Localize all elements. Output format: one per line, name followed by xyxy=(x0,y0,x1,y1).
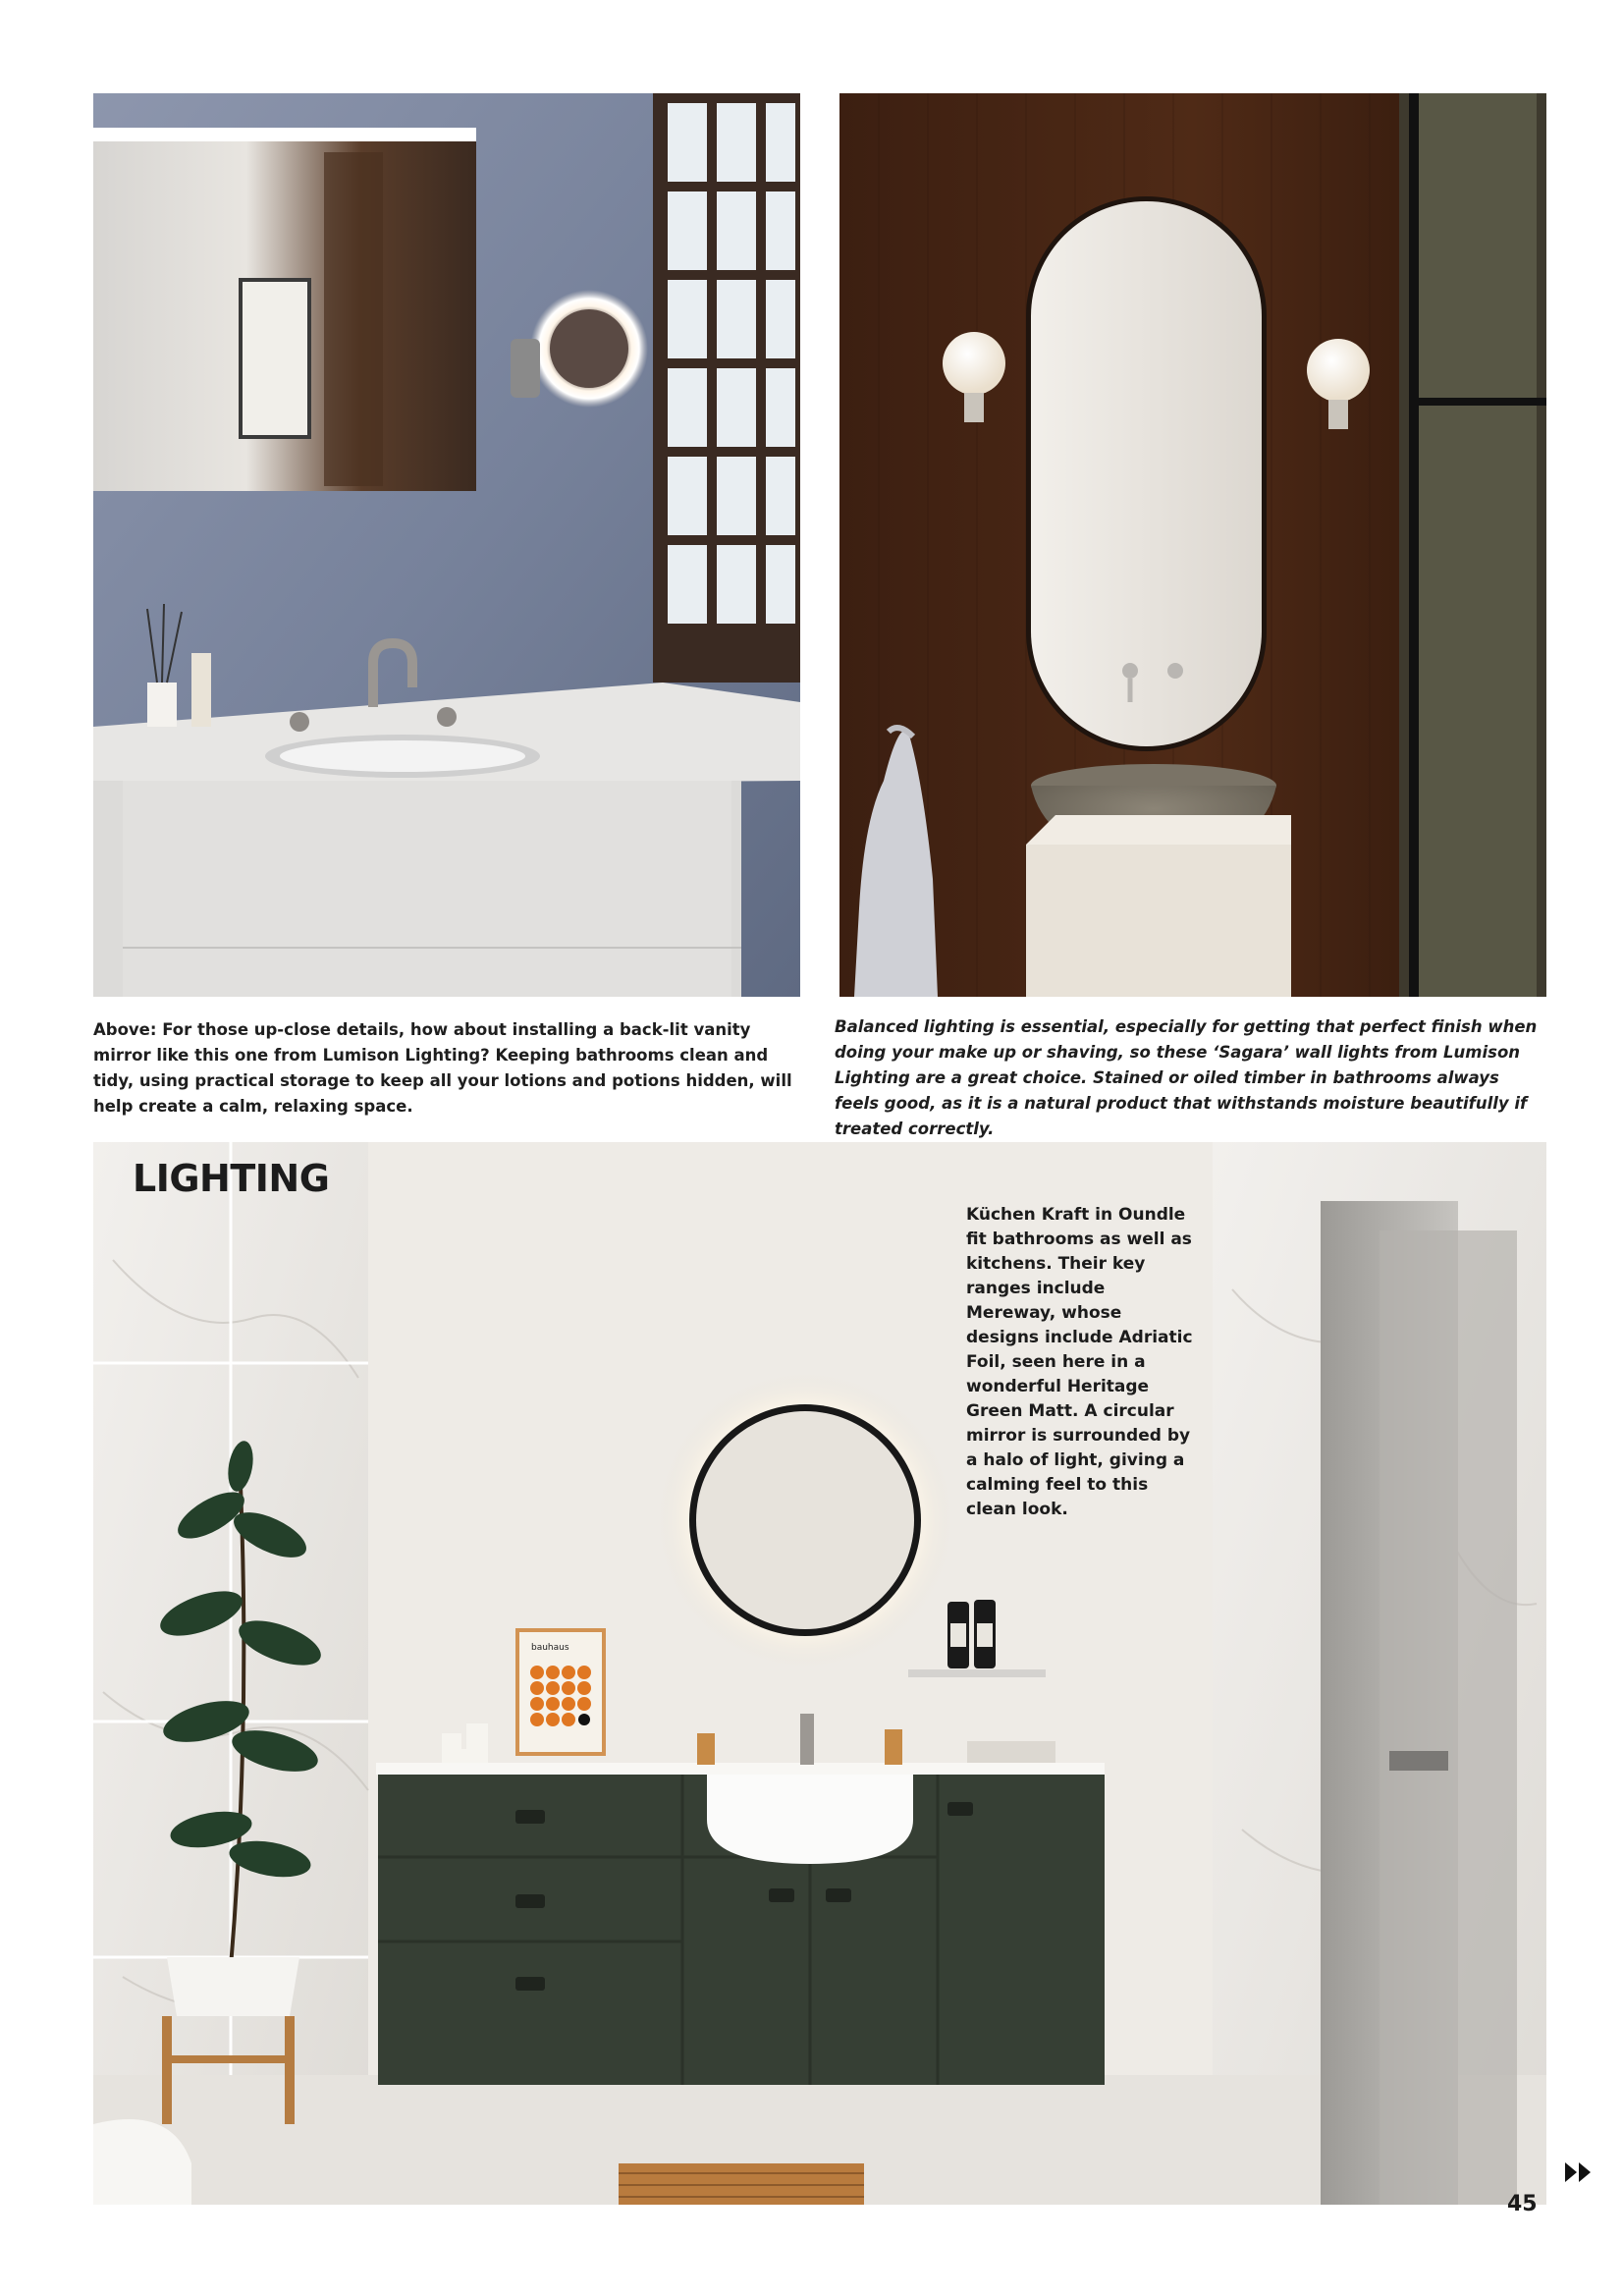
photo-sagara-wall-lights xyxy=(839,93,1546,997)
poster-label: bauhaus xyxy=(531,1643,569,1653)
caption-vanity-mirror xyxy=(93,1017,795,1120)
caption-left-text-2: ? Keeping bathrooms clean and tidy, using practical storage to keep all your lotions and potions hidden, will help create a calm, relaxing space. xyxy=(93,1046,792,1116)
caption-right-brand: Lumison Lighting xyxy=(835,1043,1521,1087)
caption-left-brand: Lumison Lighting xyxy=(322,1046,481,1065)
section-label: LIGHTING xyxy=(133,1157,330,1200)
sidebar-kuchen-kraft xyxy=(966,1203,1194,1522)
photo-kuchen-kraft-bathroom xyxy=(93,1142,1546,2205)
caption-sagara-lights xyxy=(835,1014,1546,1142)
double-chevron-right-icon[interactable] xyxy=(1563,2160,1595,2184)
caption-right-text-1: Balanced lighting is essential, especially for getting that perfect finish when doing your make up or shaving, so these ‘Sagara’ wall lights from xyxy=(835,1017,1538,1062)
photo-vanity-mirror xyxy=(93,93,800,997)
page-number: 45 xyxy=(1507,2192,1538,2216)
sidebar-body: in Oundle fit bathrooms as well as kitchens. Their key ranges include Mereway, whose designs include Adriatic Foil, seen here in a wonderful Heritage Green Matt. A circular mirror is surrounded by a halo of light, giving a calming feel to this clean look. xyxy=(966,1205,1193,1519)
caption-left-text-1: Above: For those up-close details, how about installing a back-lit vanity mirror like this one from xyxy=(93,1020,751,1065)
sidebar-brand: Küchen Kraft xyxy=(966,1205,1090,1225)
caption-right-text-2: are a great choice. Stained or oiled timber in bathrooms always feels good, as it is a natural product that withstands moisture beautifully if treated correctly. xyxy=(835,1068,1528,1138)
